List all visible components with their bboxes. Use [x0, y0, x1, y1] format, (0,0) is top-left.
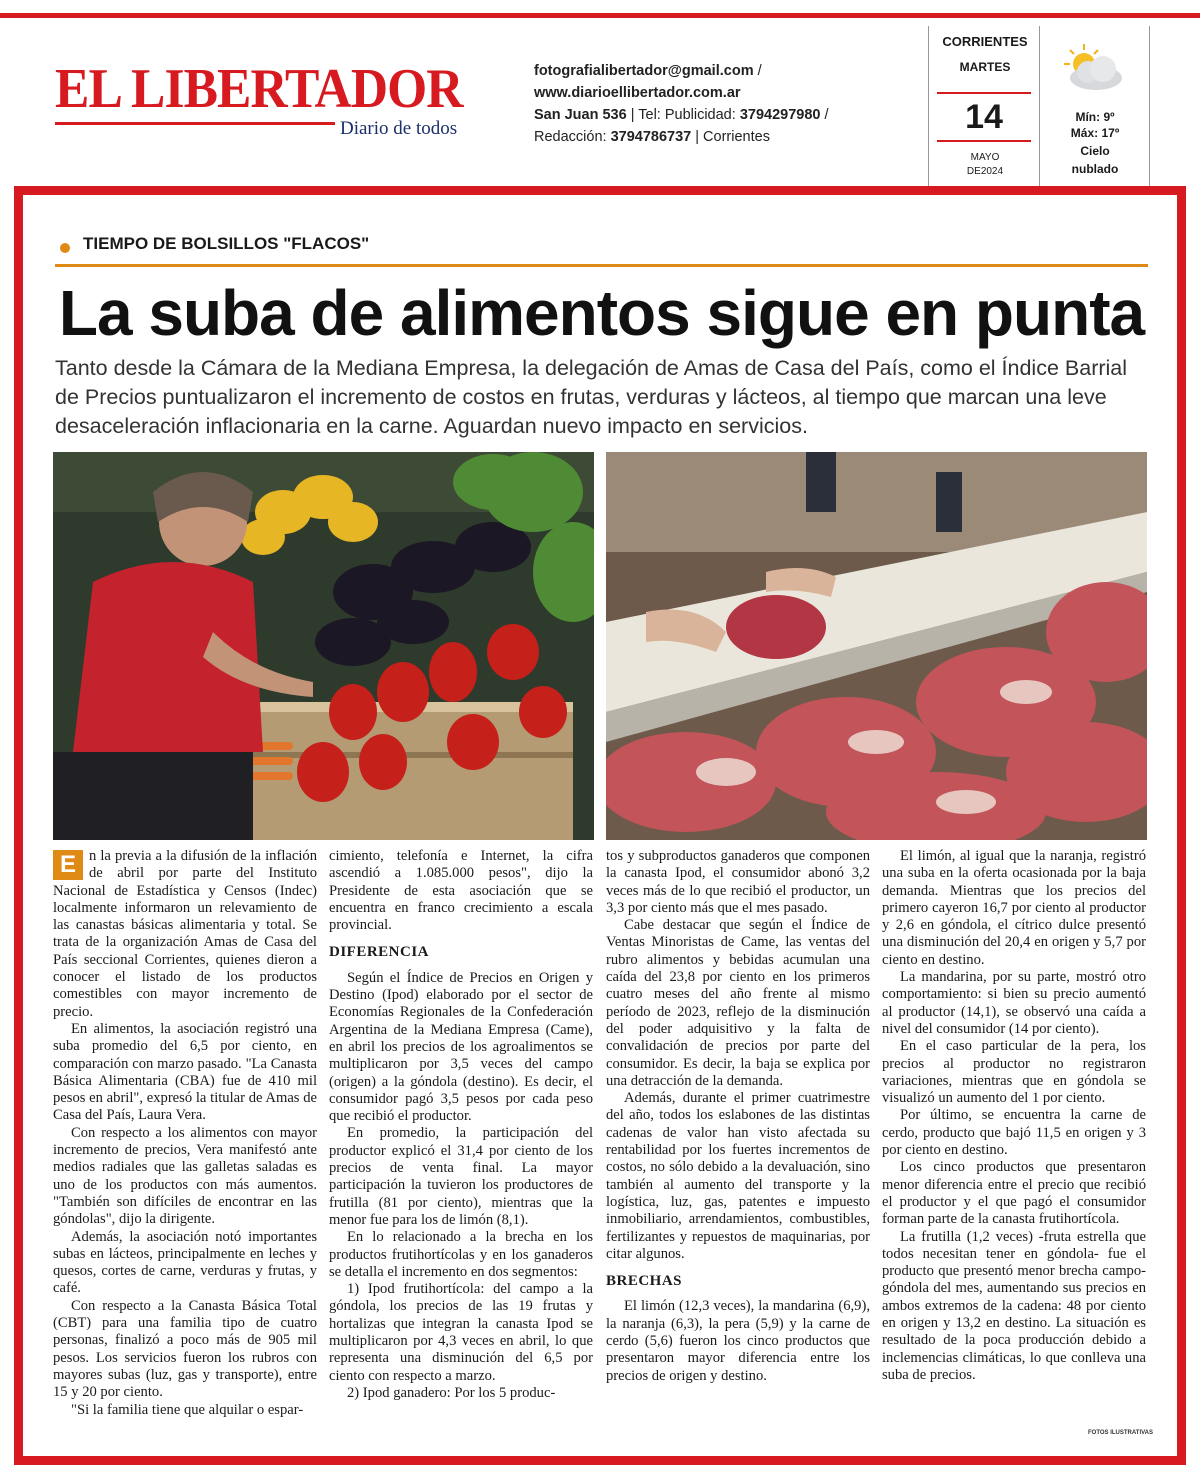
weather-max: Máx: 17º	[1070, 126, 1120, 140]
body-column-2	[329, 848, 593, 1428]
logo-underline	[55, 122, 335, 125]
paragraph: Además, durante el primer cuatrimestre del año, todos los eslabones de las distintas cadenas de valor han visto afectada su rentabilidad por los fuertes incrementos de costos, no sólo debido a la devaluación, sino también al aumento del transporte y la logística, luz, gas, patentes e impuesto inmobiliario, arrendamientos, combustibles, fertilizantes y repuestos de maquinarias, por citar algunos.	[606, 1090, 870, 1262]
paragraph: "Si la familia tiene que alquilar o espar-	[71, 1401, 304, 1418]
kicker	[55, 232, 1148, 268]
contact-tel-label: | Tel: Publicidad:	[626, 107, 740, 123]
weather-box	[1040, 26, 1150, 186]
headline: La suba de alimentos sigue en punta	[58, 277, 1145, 349]
paragraph	[53, 848, 317, 1021]
paragraph: cimiento, telefonía e Internet, la cifra ascendió a 1.085.000 pesos", dijo la Presidente de esta asociación que se encuentra en franco crecimiento a escala provincial.	[329, 848, 593, 934]
paragraph: En el caso particular de la pera, los precios al productor no registraron variaciones, mientras que en góndola se visualizó un aumento del 1 por ciento.	[882, 1038, 1146, 1107]
separator: /	[820, 107, 829, 123]
paragraph: Por último, se encuentra la carne de cerdo, producto que bajó 11,5 en origen y 3 por ciento en destino.	[882, 1107, 1146, 1159]
photo-butcher-counter	[606, 452, 1147, 840]
partly-cloudy-icon	[1058, 42, 1128, 94]
paragraph: El limón (12,3 veces), la mandarina (6,9), la naranja (6,3), la pera (5,9) y la carne de cerdo (5,6) fueron los cinco productos que presentaron mayor diferencia entre los precios de origen y destino.	[606, 1298, 870, 1384]
contact-email-line	[534, 60, 914, 82]
paragraph: En alimentos, la asociación registró una suba promedio del 6,5 por ciento, en comparación con marzo pasado. "La Canasta Básica Alimentaria (CBA) fue de 410 mil pesos en abril", expresó la titular de Amas de Casa del País, Laura Vera.	[53, 1020, 317, 1124]
weather-condition-2: nublado	[1071, 162, 1119, 176]
newspaper-logo[interactable]	[55, 58, 463, 139]
paragraph: Además, la asociación notó importantes subas en lácteos, principalmente en leches y quesos, cortes de carne, verduras y frutas, y café.	[53, 1228, 317, 1297]
paragraph: En promedio, la participación del productor explicó el 31,4 por ciento de los precios de venta final. La mayor participación la tuvieron los productores de frutilla (81 por ciento), mientras que la menor fue para los de limón (8,1).	[329, 1125, 593, 1228]
paragraph: Con respecto a los alimentos con mayor incremento de precios, Vera manifestó ante medios radiales que las galletas saladas es uno de los productos con más aumentos. "También son difíciles de encontrar en las góndolas", dijo la dirigente.	[53, 1124, 317, 1228]
paragraph: El limón, al igual que la naranja, registró una suba en la oferta ocasionada por la baja demanda. Mientras que los precios del primero cayeron 16,7 por ciento al productor y 2,6 en góndola, el cítrico dulce presentó una disminución del 20,4 en origen y 5,7 por ciento en destino.	[882, 848, 1146, 968]
photo-vegetable-vendor	[53, 452, 594, 840]
logo-title: EL LIBERTADOR	[55, 58, 463, 120]
date-weekday: MARTES	[959, 60, 1011, 74]
section-heading-diferencia: DIFERENCIA	[329, 944, 430, 961]
paragraph: Los cinco productos que presentaron menor diferencia entre el precio que recibió el productor y el que pagó el consumidor forman parte de la canasta frutihortícola.	[882, 1159, 1146, 1228]
contact-website[interactable]: www.diarioellibertador.com.ar	[534, 85, 741, 101]
date-city: CORRIENTES	[942, 34, 1028, 49]
masthead	[0, 22, 1200, 182]
contact-website-line	[534, 82, 914, 104]
separator: /	[753, 63, 762, 79]
top-red-band	[0, 13, 1200, 18]
lede: Tanto desde la Cámara de la Mediana Empresa, la delegación de Amas de Casa del País, como el Índice Barrial de Precios puntualizaron el incremento de costos en frutas, verduras y lácteos, al tiempo que marcan una leve desaceleración inflacionaria en la carne. Aguardan nuevo impacto en servicios.	[55, 356, 1128, 438]
paragraph-text: n la previa a la difusión de la inflación de abril por parte del Instituto Nacional de Estadística y Censos (Indec) localmente informaron un relevamiento de las canastas básicas alimentaria y total. Se trata de la organización Amas de Casa del País seccional Corrientes, quienes dieron a conocer el listado de los productos comestibles con mayor incremento de precio.	[53, 848, 317, 1020]
paragraph: La mandarina, por su parte, mostró otro comportamiento: si bien su precio aumentó al productor (14,1), se observó una caída a nivel del consumidor (14 por ciento).	[882, 969, 1146, 1037]
contact-newsroom-label: Redacción:	[534, 129, 611, 145]
paragraph: Cabe destacar que según el Índice de Ventas Minoristas de Came, las ventas del rubro alimentos y bebidas acumulan una caída del 23,8 por ciento en los primeros cuatro meses del año frente al mismo período de 2023, reflejo de la disminución del poder adquisitivo y la falta de convalidación de precios por parte del consumidor. Es decir, la baja se explica por una detracción de la demanda.	[606, 917, 870, 1089]
contact-newsroom-line	[534, 126, 914, 148]
kicker-rule	[55, 264, 1148, 267]
date-month: MAYO	[970, 152, 1000, 163]
paragraph: 2) Ipod ganadero: Por los 5 produc-	[347, 1384, 556, 1401]
kicker-text: TIEMPO DE BOLSILLOS "FLACOS"	[83, 234, 370, 253]
paragraph: Según el Índice de Precios en Origen y Destino (Ipod) elaborado por el sector de Economías Regionales de la Confederación Argentina de la Mediana Empresa (Came), en abril los precios de los agroalimentos se multiplicaron por 3,5 veces del campo (origen) a la góndola (destino). Es decir, el consumidor pagó 3,5 pesos por cada peso que recibió el productor.	[329, 969, 593, 1125]
contact-email[interactable]: fotografialibertador@gmail.com	[534, 63, 754, 79]
date-box	[928, 26, 1040, 186]
contact-address: San Juan 536	[534, 107, 627, 123]
contact-tel-ads: 3794297980	[739, 107, 821, 123]
kicker-bullet-icon	[60, 243, 70, 253]
contact-block	[534, 60, 914, 148]
photo-credit: FOTOS ILUSTRATIVAS	[1088, 1430, 1154, 1436]
weather-min: Mín: 9º	[1075, 110, 1115, 124]
contact-address-line	[534, 104, 914, 126]
paragraph: tos y subproductos ganaderos que componen la canasta Ipod, el consumidor abonó 3,2 veces más de lo que recibió el productor, un 3,3 por ciento más que el mes pasado.	[606, 848, 870, 916]
top-rule	[0, 0, 1200, 22]
date-day: 14	[937, 92, 1031, 142]
section-heading-brechas: BRECHAS	[606, 1273, 683, 1290]
paragraph: La frutilla (1,2 veces) -fruta estrella que todos necesitan tener en góndola- fue el producto que presentó menor brecha campo-góndola del mes, aumentando sus precios en ambos extremos de la cadena: 48 por ciento en origen y 13,2 en destino. La situación es resultado de la poca producción debido a inclemencias climáticas, lo que conlleva una suba de precios.	[882, 1228, 1146, 1383]
contact-tel-newsroom: 3794786737	[610, 129, 692, 145]
paragraph: Con respecto a la Canasta Básica Total (CBT) para una familia tipo de cuatro personas, finalizó a poco más de 905 mil pesos. Los servicios fueron los rubros con mayores subas (luz, gas y transporte), entre 15 y 20 por ciento.	[53, 1297, 317, 1401]
contact-city: | Corrientes	[691, 129, 770, 145]
date-year: DE2024	[966, 166, 1004, 177]
body-column-3	[606, 848, 870, 1428]
weather-condition-1: Cielo	[1080, 144, 1110, 158]
body-column-4	[882, 848, 1146, 1428]
paragraph: 1) Ipod frutihortícola: del campo a la góndola, los precios de las 19 frutas y hortalizas que integran la canasta Ipod se multiplicaron por 4,3 veces en abril, lo que representa una disminución del 6,5 por ciento con respecto a marzo.	[329, 1281, 593, 1384]
body-column-1	[53, 848, 317, 1428]
paragraph: En lo relacionado a la brecha en los productos frutihortícolas y en los ganaderos se detalla el incremento en dos segmentos:	[329, 1229, 593, 1280]
logo-tagline: Diario de todos	[340, 118, 458, 139]
dropcap: E	[53, 850, 83, 880]
